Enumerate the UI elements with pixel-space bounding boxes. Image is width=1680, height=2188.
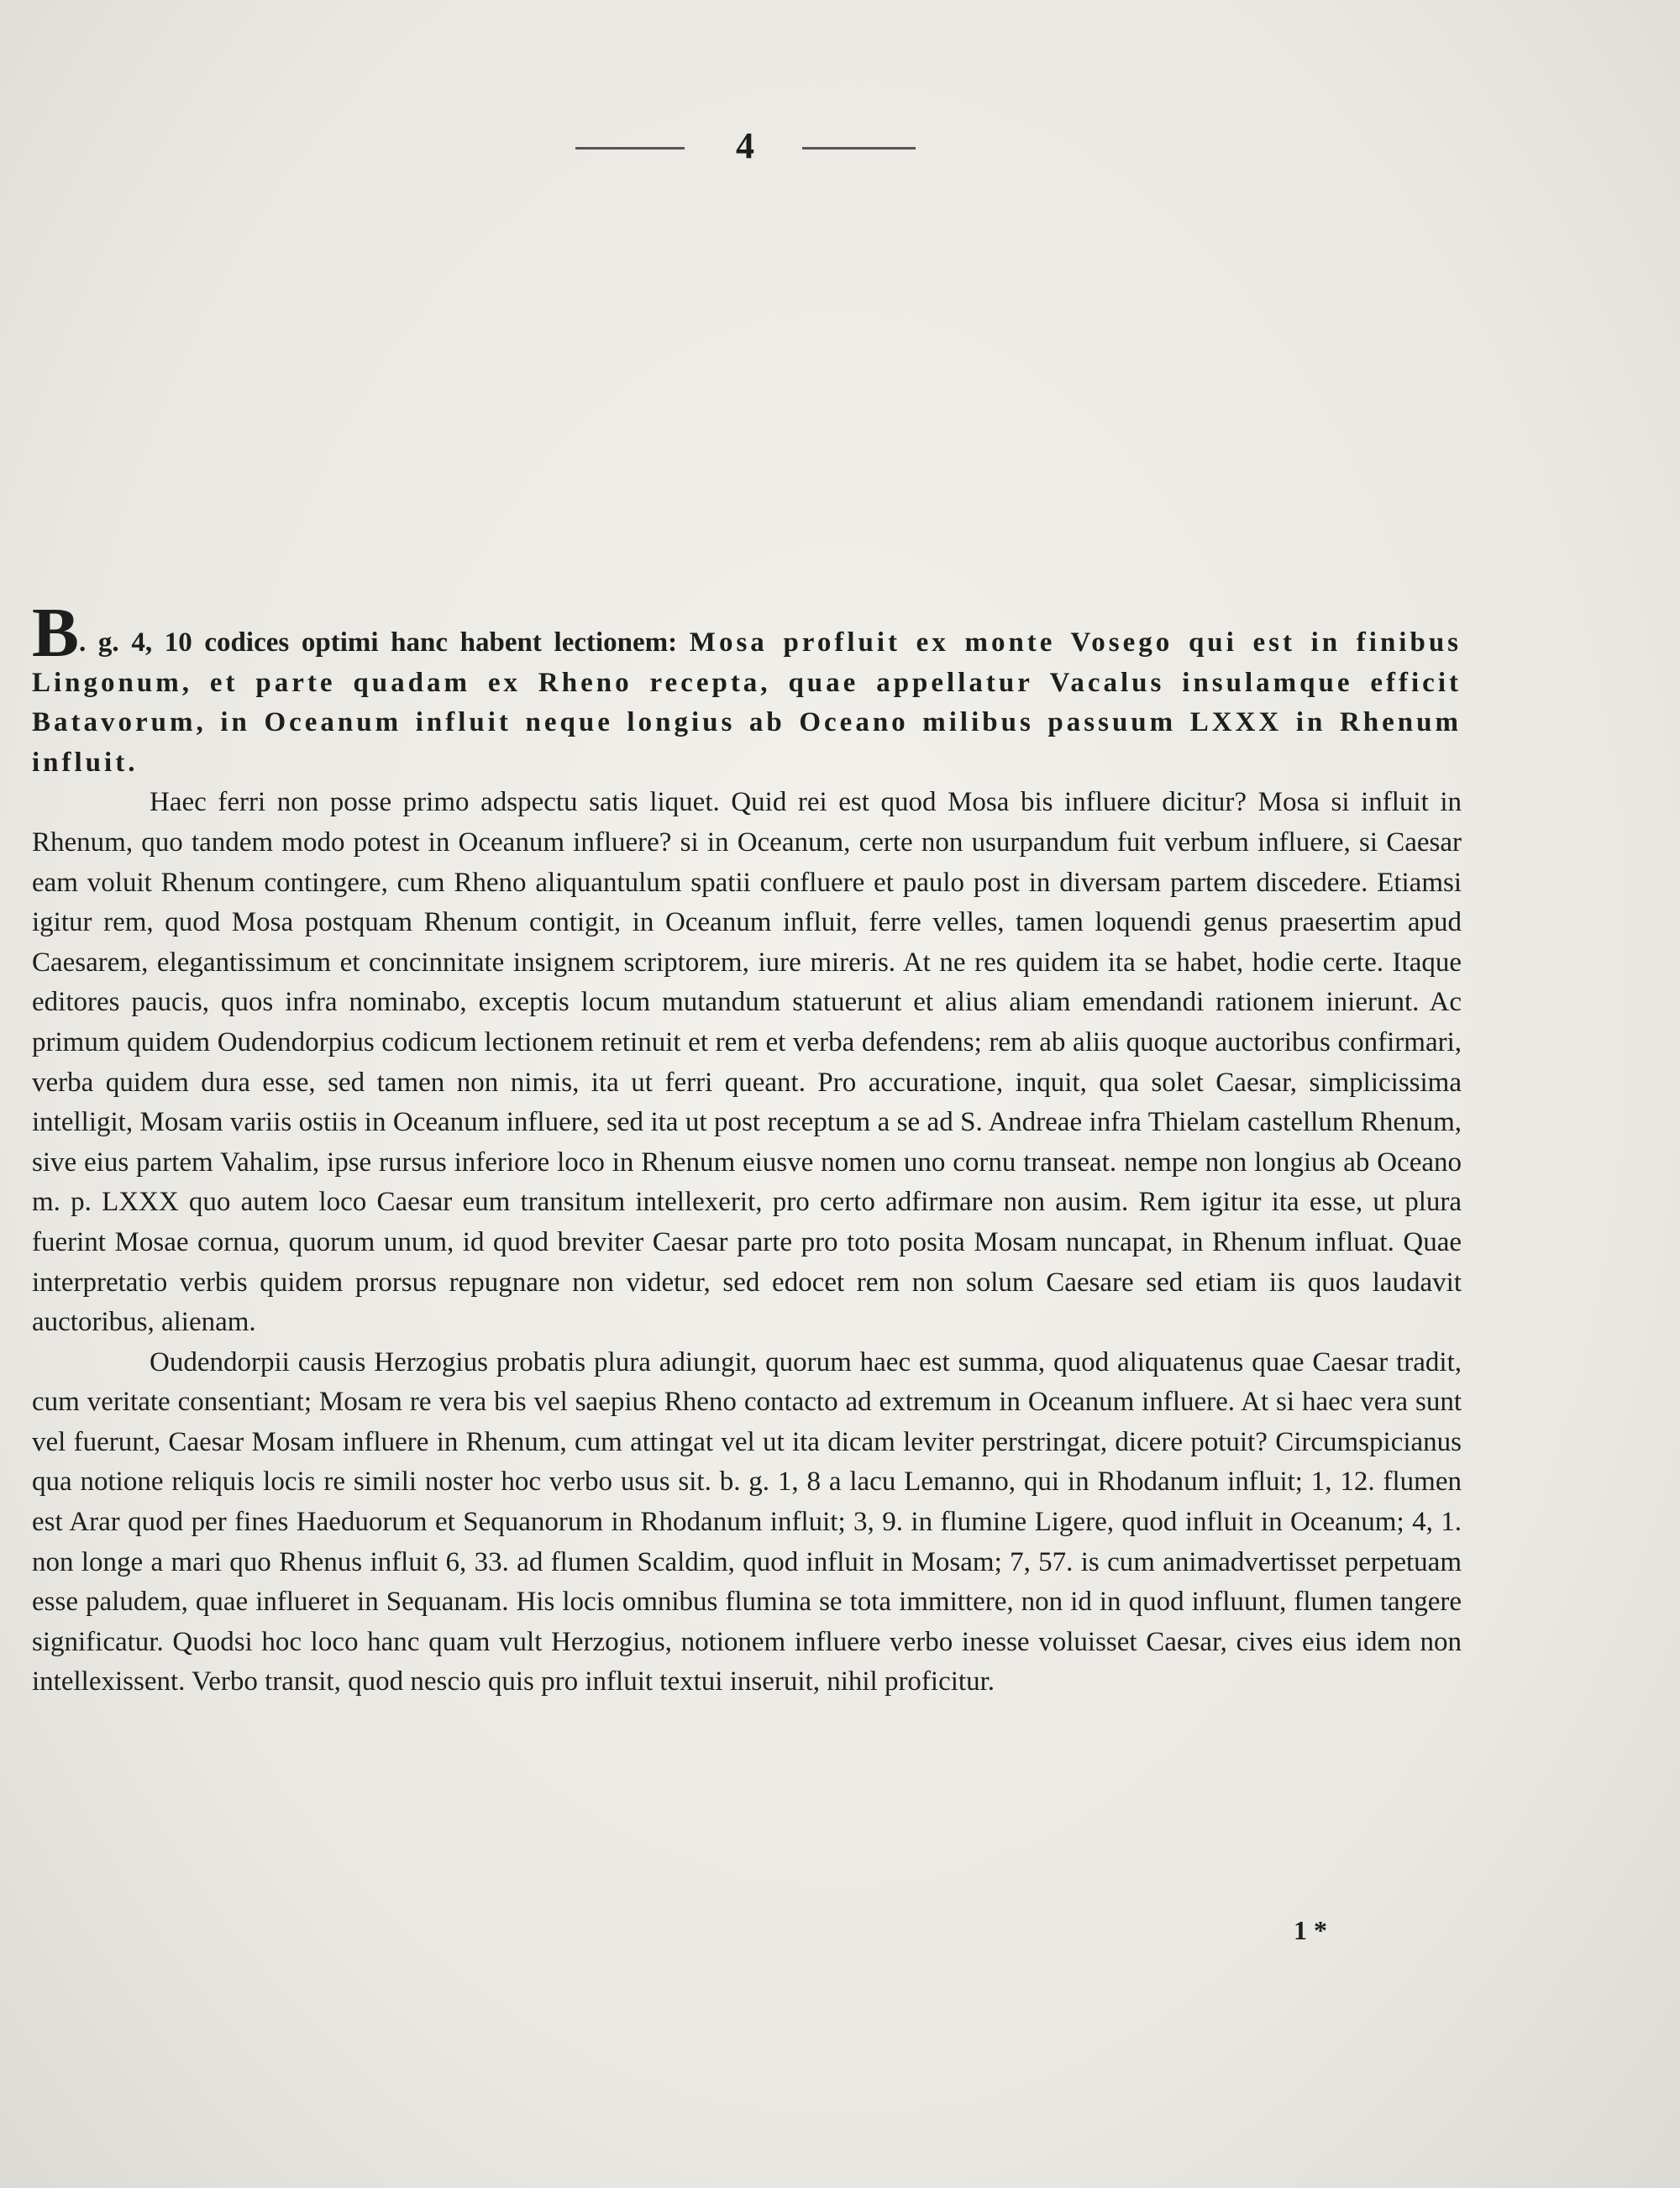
paragraph-3: Oudendorpii causis Herzogius probatis plura adiungit, quorum haec est summa, quod aliquatenus quae Caesar tradit, cum veritate consentiant; Mosam re vera bis vel saepius Rheno contacto ad extremum in Oceanum influere. At si haec vera sunt vel fuerunt, Caesar Mosam influere in Rhenum, cum attingat vel ut ita dicam leviter perstringat, dicere potuit? Circumspicianus qua notione reliquis locis re simili noster hoc verbo usus sit. b. g. 1, 8 a lacu Lemanno, qui in Rhodanum influit; 1, 12. flumen est Arar quod per fines Haeduorum et Sequanorum in Rhodanum influit; 3, 9. in flumine Ligere, quod influit in Oceanum; 4, 1. non longe a mari quo Rhenus influit 6, 33. ad flumen Scaldim, quod influit in Mosam; 7, 57. is cum animadvertisset perpetuam esse paludem, quae influeret in Sequanam. His locis omnibus flumina se tota immittere, non id in quod influunt, flumen tangere significatur. Quodsi hoc loco hanc quam vult Herzogius, notionem influere verbo inesse voluisset Caesar, cives eius idem non intellexissent. Verbo transit, quod nescio quis pro influit textui inseruit, nihil proficitur.	[32, 1346, 1462, 1697]
drop-cap: B	[32, 594, 80, 672]
signature-mark: 1 *	[1294, 1915, 1327, 1945]
header-rule-left	[575, 147, 685, 150]
paragraph-1	[32, 594, 1462, 783]
header-rule-right	[802, 147, 916, 150]
body-text	[32, 594, 1462, 1703]
quoted-lection: Mosa profluit ex monte Vosego qui est in finibus Lingonum, et parte quadam ex Rheno recepta, quae appellatur Vacalus insulamque efficit Batavorum, in Oceanum influit neque longius ab Oceano milibus passuum LXXX in Rhenum influit.	[32, 627, 1462, 778]
paragraph-2: Haec ferri non posse primo adspectu satis liquet. Quid rei est quod Mosa bis influere dicitur? Mosa si influit in Rhenum, quo tandem modo potest in Oceanum influere? si in Oceanum, certe non usurpandum fuit verbum influere, si Caesar eam voluit Rhenum contingere, cum Rheno aliquantulum spatii confluere et paulo post in diversam partem discedere. Etiamsi igitur rem, quod Mosa postquam Rhenum contigit, in Oceanum influit, ferre velles, tamen loquendi genus praesertim apud Caesarem, elegantissimum et concinnitate insignem scriptorem, iure mireris. At ne res quidem ita se habet, hodie certe. Itaque editores paucis, quos infra nominabo, exceptis locum mutandum statuerunt et alius aliam emendandi rationem inierunt. Ac primum quidem Oudendorpius codicum lectionem retinuit et rem et verba defendens; rem ab aliis quoque auctoribus confirmari, verba quidem dura esse, sed tamen non nimis, ita ut ferri queant. Pro accuratione, inquit, qua solet Caesar, simplicissima intelligit, Mosam variis ostiis in Oceanum influere, sed ita ut post receptum a se ad S. Andreae infra Thielam castellum Rhenum, sive eius partem Vahalim, ipse rursus inferiore loco in Rhenum eiusve nomen uno cornu transeat. nempe non longius ab Oceano m. p. LXXX quo autem loco Caesar eum transitum intellexerit, pro certo adfirmare non ausim. Rem igitur ita esse, ut plura fuerint Mosae cornua, quorum unum, id quod breviter Caesar parte pro toto posita Mosam nuncapat, in Rhenum influat. Quae interpretatio verbis quidem prorsus repugnare non videtur, sed edocet rem non solum Caesare sed etiam iis quos laudavit auctoribus, alienam.	[32, 787, 1462, 1338]
page-number: 4	[736, 125, 754, 166]
paragraph-lead: . g. 4, 10 codices optimi hanc habent lectionem:	[79, 627, 690, 658]
